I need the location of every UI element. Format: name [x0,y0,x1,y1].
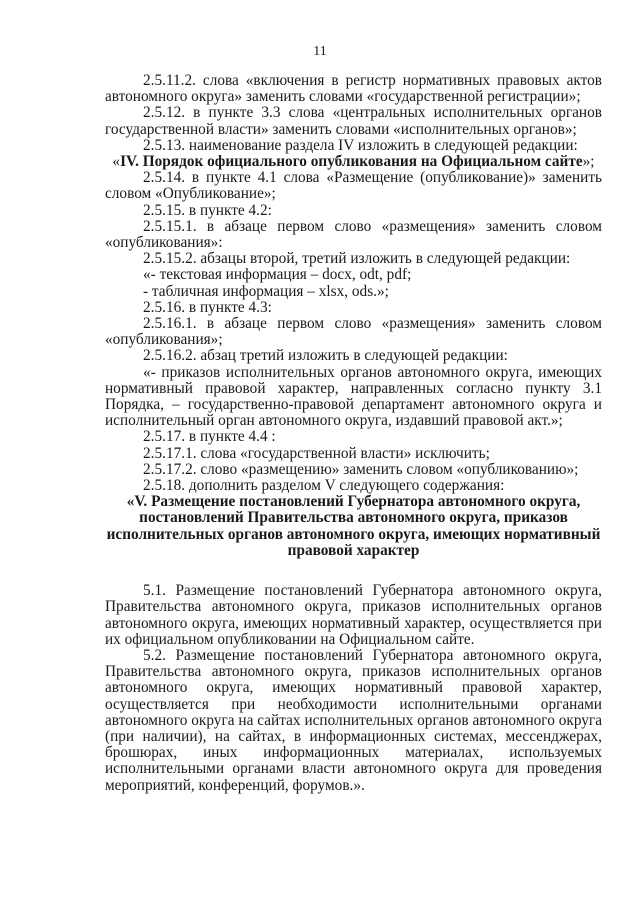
paragraph-2-5-16: 2.5.16. в пункте 4.3: [143,298,272,316]
paragraph-2-5-11-2: 2.5.11.2. слова «включения в регистр нормативных правовых актов автономного округа» заменить словами «государственной регистрации»; [105,72,602,106]
section-iv-title-bold: IV. Порядок официального опубликования на Официальном сайте [120,153,583,171]
section-v-title: «V. Размещение постановлений Губернатора автономного округа, постановлений Правительства автономного округа, приказов исполнительных органов автономного округа, имеющих нормативный правовой характер [106,493,601,559]
paragraph-5-2: 5.2. Размещение постановлений Губернатора автономного округа, Правительства автономного округа, приказов исполнительных органов автономного округа, имеющих нормативный правовой характер, осуществляется при необходимости исполнительными органами автономного округа на сайтах исполнительных органов автономного округа (при наличии), на сайтах, в информационных системах, мессенджерах, брошюрах, иных информационных материалах, используемых исполнительными органами власти автономного округа для проведения мероприятий, конференций, форумов.». [105,646,602,794]
spacer [105,559,602,583]
list-item-table-info: - табличная информация – xlsx, ods.»; [143,282,389,300]
paragraph-2-5-15-1: 2.5.15.1. в абзаце первом слово «размещения» заменить словом «опубликования»: [105,217,602,252]
section-iv-title: «IV. Порядок официального опубликования на Официальном сайте»; [112,153,595,171]
paragraph-2-5-15-2: 2.5.15.2. абзацы второй, третий изложить в следующей редакции: [143,250,571,268]
paragraph-2-5-17-2: 2.5.17.2. слово «размещению» заменить словом «опубликованию»; [143,460,579,478]
paragraph-2-5-17-1: 2.5.17.1. слова «государственной власти» исключить; [143,444,490,462]
paragraph-2-5-15: 2.5.15. в пункте 4.2: [143,201,272,219]
paragraph-2-5-14: 2.5.14. в пункте 4.1 слова «Размещение (опубликование)» заменить словом «Опубликование»; [105,169,602,203]
document-body [105,73,602,794]
list-item-text-info: «- текстовая информация – docx, odt, pdf; [143,266,412,284]
paragraph-5-1: 5.1. Размещение постановлений Губернатора автономного округа, Правительства автономного округа, приказов исполнительных органов автономного округа, имеющих нормативный характер, осуществляется при их официальном опубликовании на Официальном сайте. [105,582,602,648]
paragraph-2-5-16-1: 2.5.16.1. в абзаце первом слово «размещения» заменить словом «опубликования»; [105,315,602,349]
paragraph-2-5-13: 2.5.13. наименование раздела IV изложить в следующей редакции: [143,136,578,154]
paragraph-2-5-18: 2.5.18. дополнить разделом V следующего содержания: [143,477,505,495]
paragraph-2-5-12: 2.5.12. в пункте 3.3 слова «центральных исполнительных органов государственной власти» заменить словами «исполнительных органов»; [105,104,602,138]
paragraph-2-5-17: 2.5.17. в пункте 4.4 : [143,428,276,446]
paragraph-2-5-16-2: 2.5.16.2. абзац третий изложить в следующей редакции: [143,347,508,365]
paragraph-quote-orders: «- приказов исполнительных органов автономного округа, имеющих нормативный правовой характер, направленных согласно пункту 3.1 Порядка, – государственно-правовой департамент автономного округа и исполнительный орган автономного округа, издавший правовой акт.»; [105,363,602,430]
page-number: 11 [313,44,327,59]
